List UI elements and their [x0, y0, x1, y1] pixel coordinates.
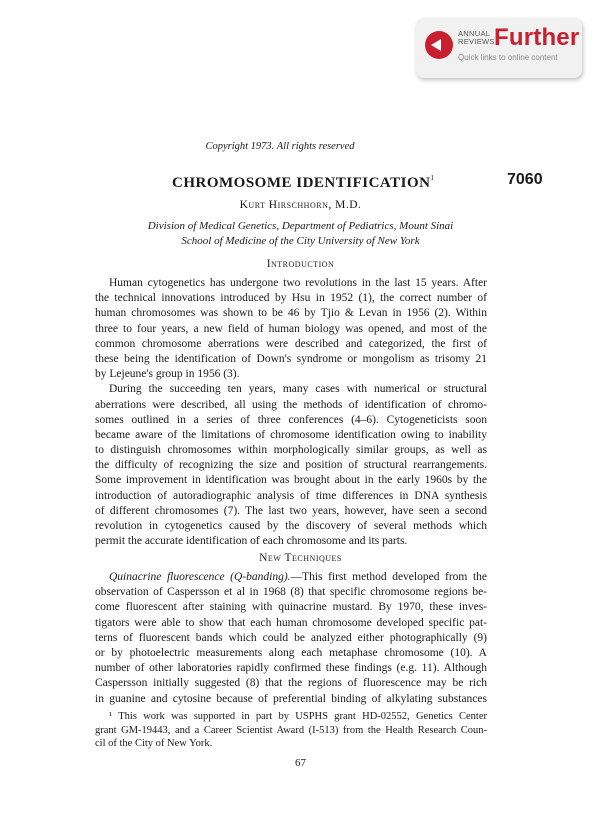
body-line: come fluorescent after staining with quinacrine mustard. By 1970, these inves- [95, 601, 487, 614]
body-line: the difficulty of recognizing the size and position of structural rearrangements. [95, 459, 487, 472]
body-line: human chromosomes was shown to be 46 by Tjio & Levan in 1956 (2). Within [95, 307, 487, 320]
body-line-text: —This first method developed from the [290, 571, 487, 583]
further-label: Further [494, 24, 580, 51]
further-links-badge[interactable] [416, 18, 582, 78]
body-line: Some improvement in identification was brought about in the early 1960s by the [95, 474, 487, 487]
section-heading-introduction: Introduction [266, 258, 335, 270]
body-line: aberrations were described, all using the methods of identification of chromo- [95, 398, 487, 411]
body-line [95, 570, 487, 585]
body-line: observation of Caspersson et al in 1968 (8) that specific chromosome regions be- [95, 586, 487, 599]
body-line: During the succeeding ten years, many cases with numerical or structural [109, 383, 487, 396]
body-line: became aware of the limitations of chromosome identification owing to inability [95, 428, 487, 441]
body-line: the technical innovations introduced by Hsu in 1952 (1), the correct number of [95, 292, 487, 305]
annual-reviews-logo-icon [425, 31, 453, 59]
body-line: these being the identification of Down's syndrome or mongolism as trisomy 21 [95, 352, 487, 365]
body-line: or by photoelectric measurements along each metaphase chromosome (10). A [95, 646, 487, 659]
wordmark-annual: ANNUAL [458, 29, 491, 38]
body-line: three to four years, a new field of human biology was opened, and most of the [95, 322, 487, 335]
body-line: number of other laboratories rapidly confirmed these findings (e.g. 11). Although [95, 662, 487, 675]
author-name: Kurt Hirschhorn, M.D. [239, 199, 362, 211]
footnote-line: cil of the City of New York. [95, 738, 213, 750]
body-line: to distinguish chromosomes within morphologically similar groups, as well as [95, 444, 487, 457]
quick-links-label: Quick links to online content [458, 53, 558, 62]
footnote [95, 710, 487, 751]
body-line: terns of fluorescent bands which could be analyzed either photographically (9) [95, 631, 487, 644]
copyright-notice: Copyright 1973. All rights reserved [205, 141, 355, 152]
annual-reviews-wordmark [458, 30, 495, 46]
body-line: somes outlined in a series of three conferences (4–6). Cytogeneticists soon [95, 413, 487, 426]
wordmark-reviews: REVIEWS [458, 37, 495, 46]
footnote-line: ¹ This work was supported in part by USPHS grant HD-02552, Genetics Center [109, 711, 487, 722]
body-line: Human cytogenetics has undergone two revolutions in the last 15 years. After [109, 277, 487, 289]
section-heading-new-techniques: New Techniques [259, 552, 342, 564]
title-row [0, 171, 601, 194]
body-line: by Lejeune's group in 1956 (3). [95, 368, 240, 381]
affiliation-line: Division of Medical Genetics, Department of Pediatrics, Mount Sinai [147, 220, 454, 232]
body-line: of different chromosomes (7). The last two years, however, have seen a second [95, 504, 487, 517]
body-line: introduction of autoradiographic analysis of time differences in DNA synthesis [95, 489, 487, 502]
article-title [172, 174, 435, 192]
affiliation-line: School of Medicine of the City University of New York [181, 235, 420, 247]
introduction-body [95, 276, 487, 549]
body-line: common chromosome aberrations were described and categorized, the first of [95, 337, 487, 350]
body-line: Caspersson initially suggested (8) that the regions of fluorescence may be rich [95, 677, 487, 690]
body-line: revolution in cytogenetics caused by the discovery of several methods which [95, 520, 487, 532]
body-line: tigators were able to show that each human chromosome developed specific pat- [95, 616, 487, 629]
body-line: permit the accurate identification of each chromosome and its parts. [95, 535, 408, 548]
title-footnote-mark: 1 [430, 174, 435, 182]
page-id: 7060 [507, 171, 543, 188]
page-number: 67 [295, 757, 306, 769]
title-text: CHROMOSOME IDENTIFICATION [172, 175, 431, 191]
footnote-line: grant GM-19443, and a Career Scientist Award (I-513) from the Health Research Coun- [95, 724, 487, 736]
body-line: in guanine and cytosine because of preferential binding of alkylating substances [95, 692, 487, 705]
new-techniques-body [95, 570, 487, 707]
subsection-title: Quinacrine fluorescence (Q-banding). [109, 571, 291, 583]
